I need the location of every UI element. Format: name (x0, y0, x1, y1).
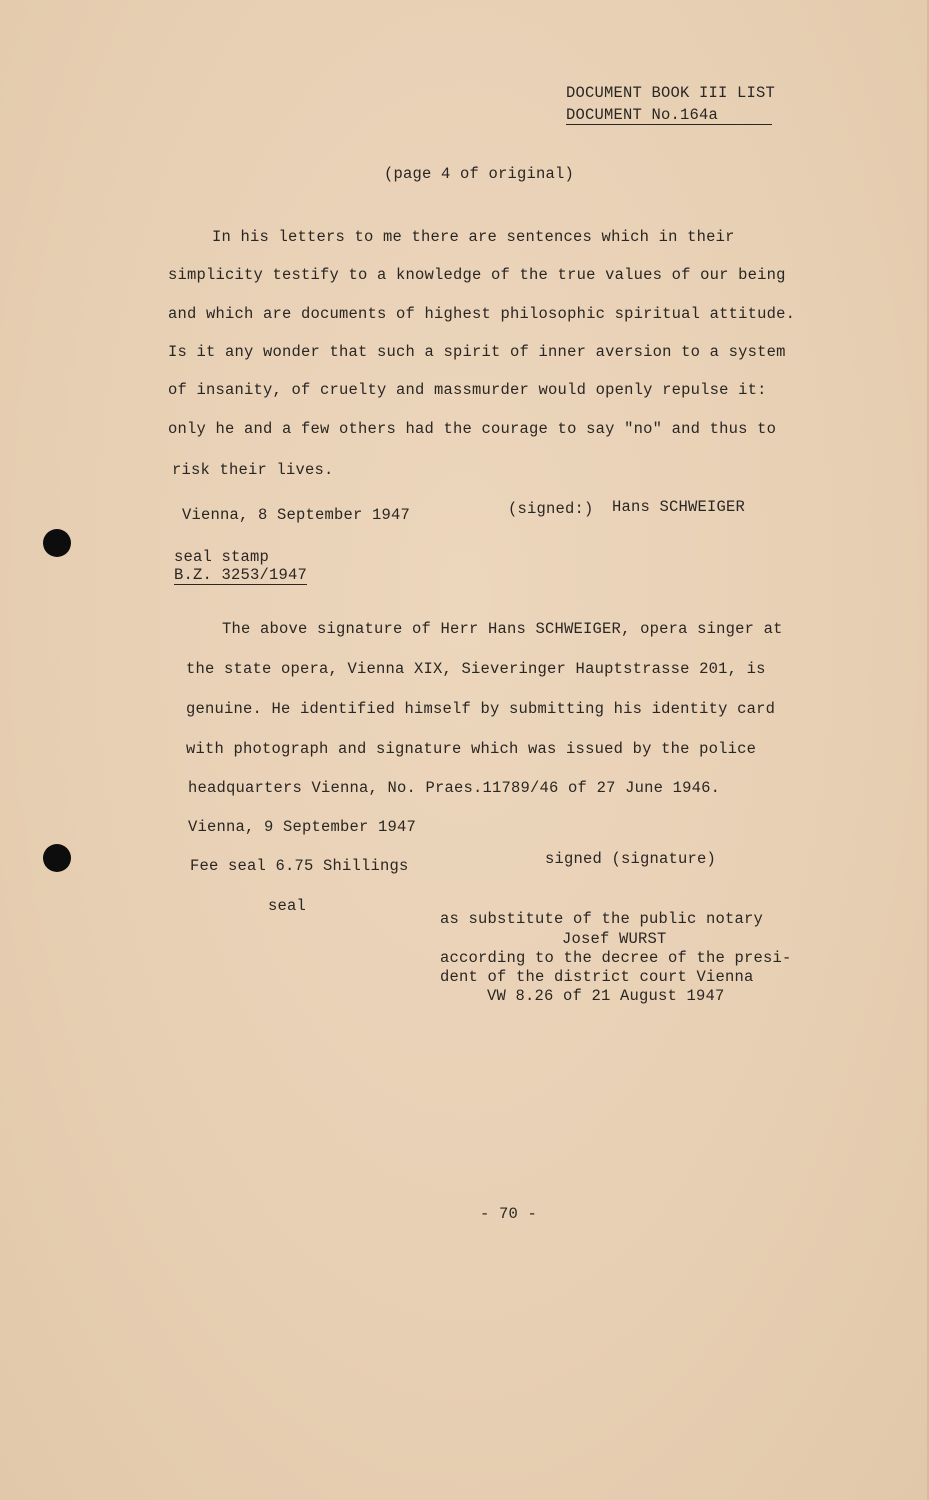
signer-name: Hans SCHWEIGER (612, 498, 746, 516)
certification-line: with photograph and signature which was issued by the police (186, 740, 757, 758)
seal-stamp-label: seal stamp (174, 548, 270, 566)
fee-seal: Fee seal 6.75 Shillings (190, 857, 409, 875)
document-book-header: DOCUMENT BOOK III LIST (566, 84, 776, 102)
certification-line: genuine. He identified himself by submitting his identity card (186, 700, 776, 718)
notary-line: VW 8.26 of 21 August 1947 (487, 987, 725, 1005)
letter-line: simplicity testify to a knowledge of the true values of our being (168, 266, 786, 284)
letter-line: and which are documents of highest philosophic spiritual attitude. (168, 305, 796, 323)
seal-reference: B.Z. 3253/1947 (174, 566, 308, 584)
certification-line: the state opera, Vienna XIX, Sieveringer Hauptstrasse 201, is (186, 660, 766, 678)
seal-label: seal (268, 897, 307, 915)
letter-line: only he and a few others had the courage to say "no" and thus to (168, 420, 777, 438)
notary-line: as substitute of the public notary (440, 910, 764, 928)
page-note: (page 4 of original) (384, 165, 575, 183)
letter-line: In his letters to me there are sentences which in their (212, 228, 735, 246)
notary-line: dent of the district court Vienna (440, 968, 754, 986)
letter-line: Is it any wonder that such a spirit of inner aversion to a system (168, 343, 786, 361)
signature-place-date: Vienna, 8 September 1947 (182, 506, 411, 524)
signed-label: (signed:) (508, 500, 594, 518)
certification-line: headquarters Vienna, No. Praes.11789/46 of 27 June 1946. (188, 779, 721, 797)
certification-line: The above signature of Herr Hans SCHWEIGER, opera singer at (222, 620, 783, 638)
notary-line: according to the decree of the presi- (440, 949, 792, 967)
document-number-header: DOCUMENT No.164a (566, 106, 772, 125)
letter-line: of insanity, of cruelty and massmurder would openly repulse it: (168, 381, 767, 399)
letter-line: risk their lives. (172, 461, 334, 479)
certification-place-date: Vienna, 9 September 1947 (188, 818, 417, 836)
page-number: - 70 - (480, 1205, 538, 1223)
punch-hole (43, 844, 71, 872)
signed-signature: signed (signature) (545, 850, 717, 868)
punch-hole (43, 529, 71, 557)
notary-name: Josef WURST (562, 930, 667, 948)
